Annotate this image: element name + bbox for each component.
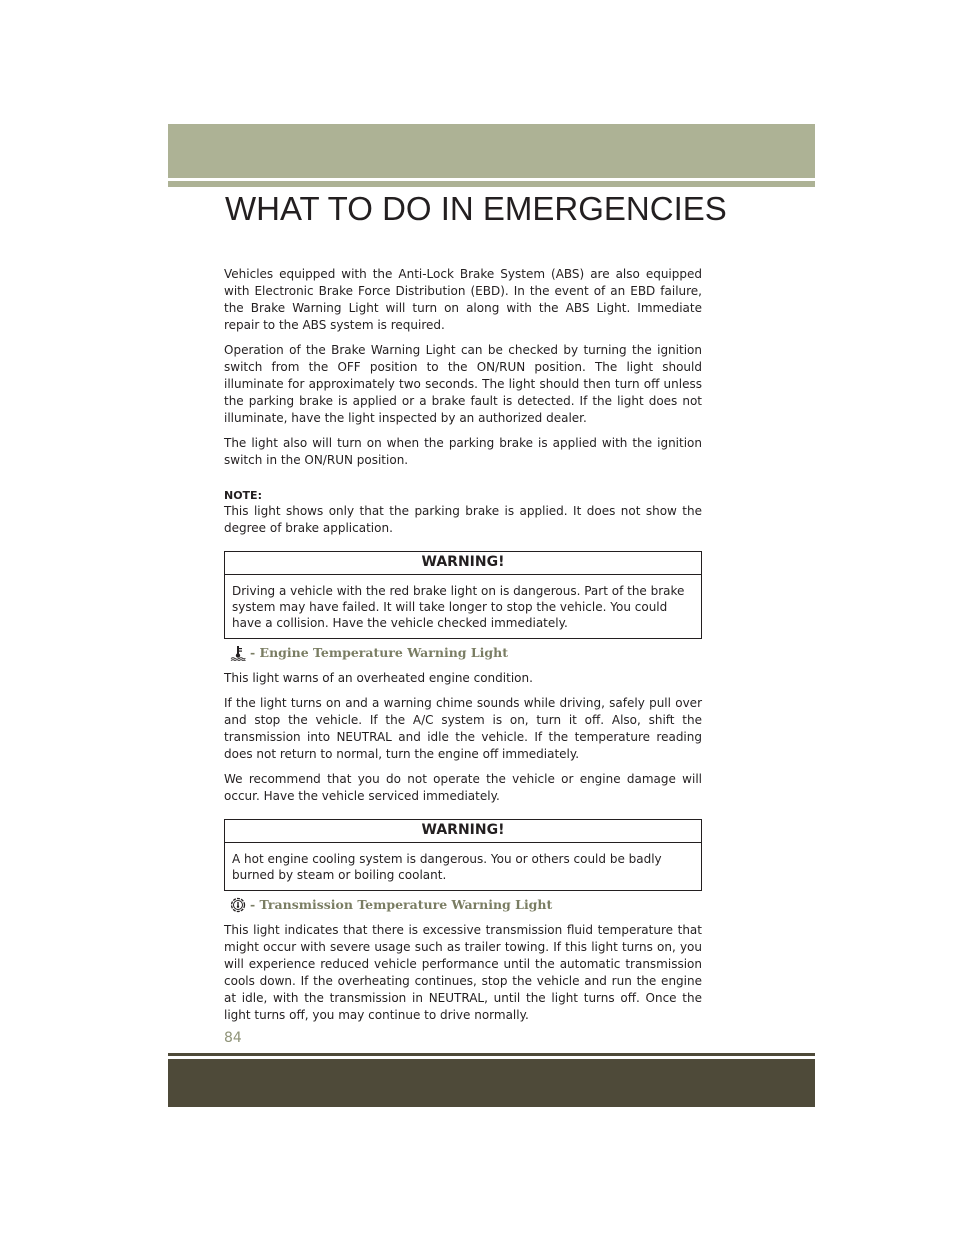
page-number: 84 <box>224 1030 242 1046</box>
paragraph-ebd: Vehicles equipped with the Anti-Lock Brake System (ABS) are also equipped with Electronic Brake Force Distribution (EBD). In the event of an EBD failure, the Brake Warning Light will turn on along with the ABS Light. Immediate repair to the ABS system is required. <box>224 267 702 332</box>
warning-box-coolant <box>224 819 702 891</box>
paragraph-engine-recommend: We recommend that you do not operate the vehicle or engine damage will occur. Have the vehicle serviced immediately. <box>224 772 702 803</box>
engine-temperature-heading <box>230 644 702 662</box>
header-stripe <box>168 181 815 187</box>
transmission-temperature-heading <box>230 896 702 914</box>
paragraph-brake-check: Operation of the Brake Warning Light can be checked by turning the ignition switch from the OFF position to the ON/RUN position. The light should illuminate for approximately two seconds. The light should then turn off unless the parking brake is applied or a brake fault is detected. If the light does not illuminate, have the light inspected by an authorized dealer. <box>224 343 702 425</box>
paragraph-engine-procedure: If the light turns on and a warning chime sounds while driving, safely pull over and stop the vehicle. If the A/C system is on, turn it off. Also, shift the transmission into NEUTRAL and idle the vehicle. If the temperature reading does not return to normal, turn the engine off immediately. <box>224 696 702 761</box>
engine-temperature-icon <box>230 645 246 661</box>
engine-temperature-heading-text: - Engine Temperature Warning Light <box>250 645 509 660</box>
warning-title: WARNING! <box>225 552 701 575</box>
paragraph-transmission: This light indicates that there is excessive transmission fluid temperature that might occur with severe usage such as trailer towing. If this light turns on, you will experience reduced vehicle performance until the automatic transmission cools down. If the overheating continues, stop the vehicle and run the engine at idle, with the transmission in NEUTRAL, until the light turns off. Once the light turns off, you may continue to drive normally. <box>224 923 702 1022</box>
transmission-temperature-heading-text: - Transmission Temperature Warning Light <box>250 897 553 912</box>
note-label: NOTE: <box>224 489 262 502</box>
header-band <box>168 124 815 178</box>
transmission-temperature-icon <box>230 897 246 913</box>
footer-line <box>168 1053 815 1056</box>
warning-title: WARNING! <box>225 820 701 843</box>
paragraph-parking-brake: The light also will turn on when the parking brake is applied with the ignition switch in the ON/RUN position. <box>224 436 702 467</box>
warning-text: A hot engine cooling system is dangerous. You or others could be badly burned by steam or boiling coolant. <box>232 852 662 882</box>
page-content <box>224 266 702 1032</box>
footer-band <box>168 1059 815 1107</box>
paragraph-engine-overheat: This light warns of an overheated engine condition. <box>224 671 533 685</box>
page-title: WHAT TO DO IN EMERGENCIES <box>225 190 727 227</box>
note-text: This light shows only that the parking brake is applied. It does not show the degree of brake application. <box>224 504 702 535</box>
warning-box-brake <box>224 551 702 639</box>
warning-text: Driving a vehicle with the red brake light on is dangerous. Part of the brake system may have failed. It will take longer to stop the vehicle. You could have a collision. Have the vehicle checked immediately. <box>232 584 685 630</box>
